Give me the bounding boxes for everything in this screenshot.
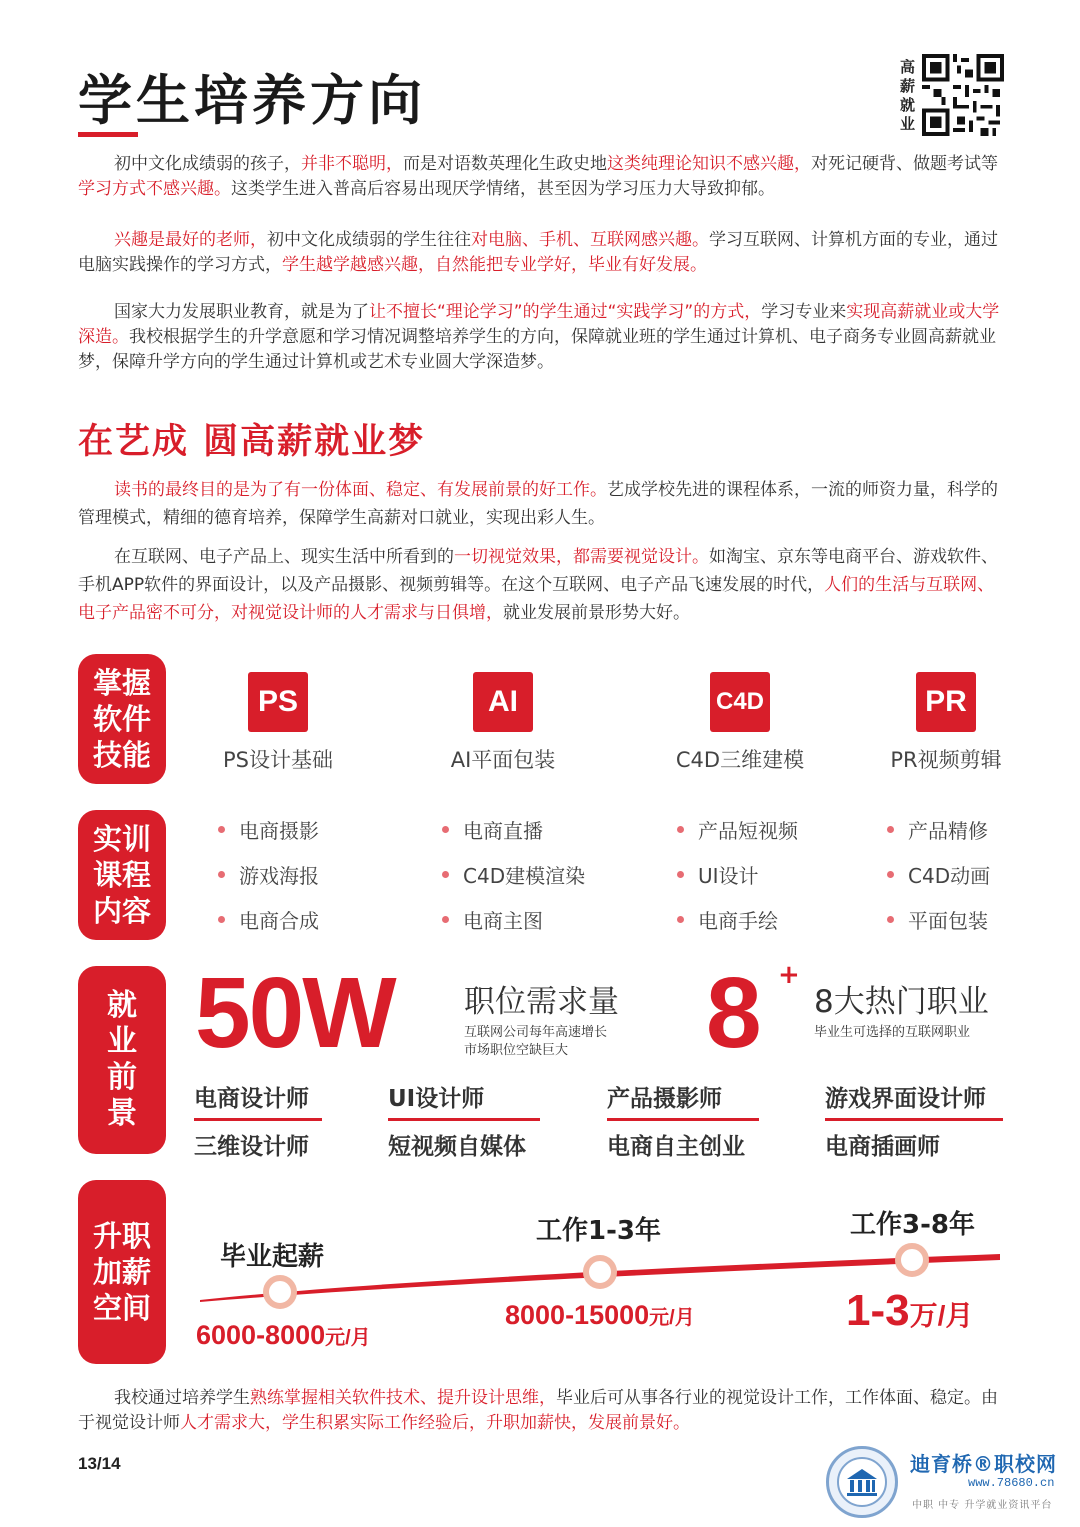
highlight-text: 让不擅长“理论学习”的学生通过“实践学习”的方式， — [369, 302, 762, 322]
skill-label-pr: PR视频剪辑 — [890, 748, 1002, 772]
highlight-text: 实现高薪就业或大学深造。 — [78, 302, 1000, 347]
body-text: 我校根据学生的升学意愿和学习情况调整培养学生的方向，保障就业班的学生通过计算机、电子商务专业圆高薪就业梦，保障升学方向的学生通过计算机或艺术专业圆大学深造梦。 — [78, 327, 996, 372]
stat2-title: 8大热门职业 — [814, 984, 989, 1020]
career-tag: 升职加薪空间 — [78, 1180, 166, 1364]
body-text: 初中文化成绩弱的孩子， — [114, 154, 301, 174]
bullet-icon — [442, 826, 449, 833]
milestone-dot — [586, 1258, 614, 1286]
stat1-sub-2: 市场职位空缺巨大 — [464, 1043, 569, 1058]
skill-label-ai: AI平面包装 — [450, 748, 556, 772]
section-paragraph-1 — [78, 476, 1006, 532]
body-text: 初中文化成绩弱的学生往往 — [267, 230, 471, 250]
body-text: 国家大力发展职业教育，就是为了 — [114, 302, 369, 322]
bullet-icon — [677, 871, 684, 878]
stat-8: 8 — [706, 957, 762, 1069]
job-title: 三维设计师 — [194, 1134, 309, 1160]
stage-label: 毕业起薪 — [220, 1242, 325, 1272]
brand-name: 迪育桥®职校网 — [910, 1452, 1057, 1476]
course-item: 电商手绘 — [677, 905, 778, 934]
highlight-text: 对电脑、手机、互联网感兴趣。 — [471, 230, 709, 250]
body-text: 我校通过培养学生 — [114, 1388, 250, 1408]
course-item: 产品短视频 — [677, 815, 798, 844]
salary-stage-3: 1-3万/月 — [846, 1286, 974, 1335]
highlight-text: 熟练掌握相关软件技术、提升设计思维， — [250, 1388, 556, 1408]
bullet-icon — [218, 916, 225, 923]
course-item: 产品精修 — [887, 815, 988, 844]
course-item: C4D动画 — [887, 860, 990, 889]
brand-logo-icon — [826, 1446, 898, 1518]
qr-code-icon[interactable] — [922, 54, 1004, 136]
salary-stage-2: 8000-15000元/月 — [505, 1300, 695, 1330]
highlight-text: 一切视觉效果，都需要视觉设计。 — [454, 547, 709, 567]
skill-label-c4d: C4D三维建模 — [675, 748, 805, 772]
ps-icon: PS — [248, 672, 308, 732]
course-item: 电商合成 — [218, 905, 319, 934]
course-item: 电商直播 — [442, 815, 543, 844]
course-item: 电商摄影 — [218, 815, 319, 844]
job-title: UI设计师 — [388, 1086, 485, 1112]
highlight-text: 并非不聪明， — [301, 154, 403, 174]
intro-paragraph-1 — [78, 152, 1006, 202]
stage-label: 工作3-8年 — [850, 1210, 975, 1240]
employment-tag: 就业前景 — [78, 966, 166, 1154]
job-title: 电商插画师 — [825, 1134, 940, 1160]
bullet-icon — [887, 916, 894, 923]
body-text: 在互联网、电子产品上、现实生活中所看到的 — [114, 547, 454, 567]
bullet-icon — [677, 826, 684, 833]
job-title: 游戏界面设计师 — [825, 1086, 986, 1112]
bullet-icon — [887, 871, 894, 878]
building-icon — [829, 1449, 895, 1515]
highlight-text: 学生越学越感兴趣，自然能把专业学好，毕业有好发展。 — [282, 255, 707, 275]
page-number: 13/14 — [78, 1454, 121, 1473]
body-text: 学习互联网、计算机方面的专业，通过电脑实践操作的学习方式， — [78, 230, 998, 275]
body-text: 对死记硬背、做题考试等 — [811, 154, 998, 174]
stat1-sub-1: 互联网公司每年高速增长 — [464, 1025, 608, 1040]
pr-icon: PR — [916, 672, 976, 732]
body-text: 就业发展前景形势大好。 — [503, 603, 690, 623]
highlight-text: 兴趣是最好的老师， — [114, 230, 267, 250]
closing-paragraph — [78, 1386, 1006, 1436]
job-divider — [194, 1118, 322, 1121]
milestone-dot — [898, 1246, 926, 1274]
section-paragraph-2 — [78, 543, 1006, 627]
course-item: 游戏海报 — [218, 860, 319, 889]
body-text: 如淘宝、京东等电商平台、游戏软件、手机APP软件的界面设计，以及产品摄影、视频剪辑等。在这个互联网、电子产品飞速发展的时代， — [78, 547, 998, 595]
bullet-icon — [218, 871, 225, 878]
body-text: 而是对语数英理化生政史地 — [403, 154, 607, 174]
section-heading: 在艺成 圆高薪就业梦 — [78, 422, 426, 462]
skill-label-ps: PS设计基础 — [223, 748, 333, 772]
intro-paragraph-2 — [78, 228, 1006, 278]
job-title: 产品摄影师 — [607, 1086, 722, 1112]
job-title: 电商自主创业 — [607, 1134, 745, 1160]
bullet-icon — [442, 916, 449, 923]
body-text: 学习专业来 — [761, 302, 847, 322]
c4d-icon: C4D — [710, 672, 770, 732]
milestone-dot — [266, 1278, 294, 1306]
intro-paragraph-3 — [78, 300, 1006, 375]
bullet-icon — [442, 871, 449, 878]
courses-tag: 实训课程内容 — [78, 810, 166, 940]
title-underline — [78, 132, 138, 137]
course-item: 电商主图 — [442, 905, 543, 934]
job-divider — [825, 1118, 1003, 1121]
bullet-icon — [677, 916, 684, 923]
qr-label: 高薪就业 — [900, 58, 916, 133]
stat2-sub: 毕业生可选择的互联网职业 — [814, 1025, 971, 1040]
page-title: 学生培养方向 — [78, 69, 426, 132]
skills-tag: 掌握软件技能 — [78, 654, 166, 784]
body-text: 艺成学校先进的课程体系，一流的师资力量，科学的管理模式，精细的德育培养，保障学生高薪对口就业，实现出彩人生。 — [78, 480, 998, 528]
highlight-text: 人才需求大，学生积累实际工作经验后，升职加薪快，发展前景好。 — [180, 1413, 690, 1433]
course-item: 平面包装 — [887, 905, 988, 934]
brand-tagline: 中职 中专 升学就业资讯平台 — [912, 1500, 1053, 1511]
stat-50w: 50W — [195, 957, 395, 1069]
highlight-text: 学习方式不感兴趣。 — [78, 179, 231, 199]
job-divider — [388, 1118, 540, 1121]
ai-icon: AI — [473, 672, 533, 732]
stat1-title: 职位需求量 — [464, 984, 619, 1020]
job-title: 短视频自媒体 — [388, 1134, 526, 1160]
brand-url[interactable]: www.78680.cn — [968, 1476, 1055, 1490]
stat-plus: + — [778, 960, 800, 990]
bullet-icon — [887, 826, 894, 833]
highlight-text: 人们的生活与互联网、电子产品密不可分，对视觉设计师的人才需求与日俱增， — [78, 575, 995, 623]
course-item: C4D建模渲染 — [442, 860, 585, 889]
body-text: 毕业后可从事各行业的视觉设计工作，工作体面、稳定。由于视觉设计师 — [78, 1388, 998, 1433]
job-title: 电商设计师 — [194, 1086, 309, 1112]
job-divider — [607, 1118, 759, 1121]
highlight-text: 这类纯理论知识不感兴趣， — [607, 154, 811, 174]
stage-label: 工作1-3年 — [536, 1216, 661, 1246]
salary-stage-1: 6000-8000元/月 — [196, 1320, 371, 1350]
highlight-text: 读书的最终目的是为了有一份体面、稳定、有发展前景的好工作。 — [114, 480, 607, 500]
bullet-icon — [218, 826, 225, 833]
course-item: UI设计 — [677, 860, 759, 889]
body-text: 这类学生进入普高后容易出现厌学情绪，甚至因为学习压力大导致抑郁。 — [231, 179, 775, 199]
